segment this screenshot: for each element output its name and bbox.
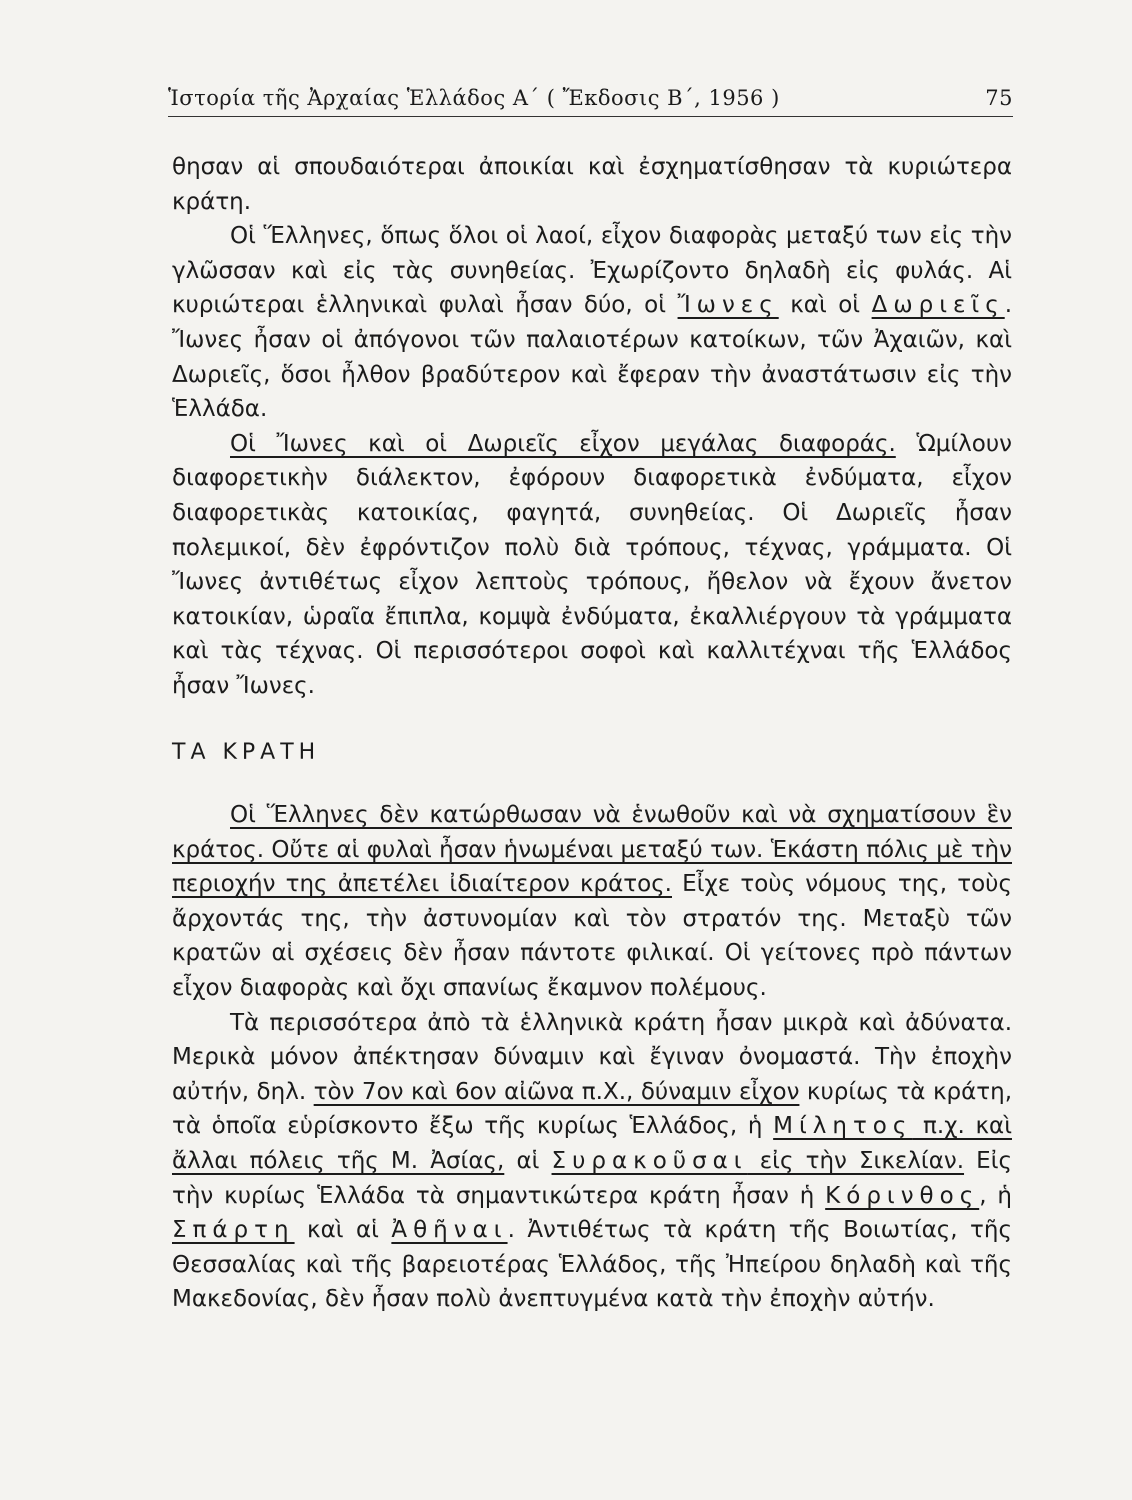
page-number: 75 (985, 86, 1013, 110)
paragraph-3 (172, 427, 1012, 704)
section-heading: ΤΑ ΚΡΑΤΗ (172, 739, 321, 765)
term-athinai: Ἀθῆναι (391, 1217, 508, 1244)
text: κυρίως τὰ κράτη, τὰ ὁποῖα εὑρίσκοντο ἔξω τῆς κυρίως Ἑλλάδος, ἡ (172, 1078, 1013, 1140)
paragraph-5 (172, 1006, 1012, 1317)
underlined-text: Οἱ Ἕλληνες δὲν κατώρθωσαν νὰ ἑνωθοῦν καὶ νὰ σχηματίσουν ἓν κράτος. Οὔτε αἱ φυλαὶ ἦσαν ἡνωμέναι μεταξύ των. Ἑκάστη πόλις μὲ τὴν περιοχήν της ἀπετέλει ἰδιαίτερον κράτος. (172, 802, 1012, 898)
term-dorieis: Δωριεῖς (871, 292, 1005, 319)
text: . Ἀντιθέτως τὰ κράτη τῆς Βοιωτίας, τῆς Θεσσαλίας καὶ τῆς βαρειοτέρας Ἑλλάδος, τῆς Ἠπείρου δηλαδὴ καὶ τῆς Μακεδονίας, δὲν ἦσαν πολὺ ἀνεπτυγμένα κατὰ τὴν ἐποχὴν αὐτήν. (172, 1217, 1012, 1313)
text: . Ἴωνες ἦσαν οἱ ἀπόγονοι τῶν παλαιοτέρων κατοίκων, τῶν Ἀχαιῶν, καὶ Δωριεῖς, ὅσοι ἦλθον βραδύτερον καὶ ἔφεραν τὴν ἀναστάτωσιν εἰς τὴν Ἑλλάδα. (172, 292, 1013, 423)
underlined-text: π.χ. καὶ ἄλλαι πόλεις τῆς Μ. Ἀσίας, (172, 1113, 1012, 1175)
text: Εἰς τὴν κυρίως Ἑλλάδα τὰ σημαντικώτερα κράτη ἦσαν ἡ (172, 1148, 1012, 1209)
page-header (168, 86, 1013, 117)
term-syrakousai: Συρακοῦσαι (551, 1148, 748, 1175)
page-body (172, 150, 1012, 1317)
text: αἱ (504, 1148, 552, 1175)
text: καὶ αἱ (294, 1217, 392, 1244)
paragraph-2 (172, 219, 1012, 427)
paragraph-4 (172, 798, 1012, 1006)
text: Οἱ Ἕλληνες, ὅπως ὅλοι οἱ λαοί, εἶχον διαφορὰς μεταξύ των εἰς τὴν γλῶσσαν καὶ εἰς τὰς συνηθείας. Ἐχωρίζοντο δηλαδὴ εἰς φυλάς. Αἱ κυριώτεραι ἑλληνικαὶ φυλαὶ ἦσαν δύο, οἱ (172, 223, 1012, 319)
term-miletos: Μίλητος (773, 1113, 913, 1140)
header-title: Ἱστορία τῆς Ἀρχαίας Ἑλλάδος Α΄ ( Ἔκδοσις Β΄, 1956 ) (168, 86, 780, 110)
text: Τὰ περισσότερα ἀπὸ τὰ ἑλληνικὰ κράτη ἦσαν μικρὰ καὶ ἀδύνατα. Μερικὰ μόνον ἀπέκτησαν δύναμιν καὶ ἔγιναν ὀνομαστά. Τὴν ἐποχὴν αὐτήν, δηλ. (172, 1009, 1012, 1105)
underlined-text: τὸν 7ον καὶ 6ον αἰῶνα π.Χ., δύναμιν εἶχον (313, 1078, 800, 1105)
term-iones: Ἴωνες (677, 292, 779, 319)
text: Ὡμίλουν διαφορετικὴν διάλεκτον, ἐφόρουν διαφορετικὰ ἐνδύματα, εἶχον διαφορετικὰς κατοικίας, φαγητά, συνηθείας. Οἱ Δωριεῖς ἦσαν πολεμικοί, δὲν ἐφρόντιζον πολὺ διὰ τρόπους, τέχνας, γράμματα. Οἱ Ἴωνες ἀντιθέτως εἶχον λεπτοὺς τρόπους, ἤθελον νὰ ἔχουν ἄνετον κατοικίαν, ὡραῖα ἔπιπλα, κομψὰ ἐνδύματα, ἐκαλλιέργουν τὰ γράμματα καὶ τὰς τέχνας. Οἱ περισσότεροι σοφοὶ καὶ καλλιτέχναι τῆς Ἑλλάδος ἦσαν Ἴωνες. (172, 430, 1012, 699)
term-korinthos: Κόρινθος (825, 1182, 980, 1209)
text: , ἡ (979, 1182, 1012, 1209)
paragraph-1: θησαν αἱ σπουδαιότεραι ἀποικίαι καὶ ἐσχηματίσθησαν τὰ κυριώτερα κράτη. (172, 154, 1012, 215)
term-sparti: Σπάρτη (172, 1217, 295, 1244)
text: καὶ οἱ (778, 292, 872, 319)
underlined-text: Οἱ Ἴωνες καὶ οἱ Δωριεῖς εἶχον μεγάλας διαφοράς. (230, 430, 896, 457)
text: Εἶχε τοὺς νόμους της, τοὺς ἄρχοντάς της, τὴν ἀστυνομίαν καὶ τὸν στρατόν της. Μεταξὺ τῶν κρατῶν αἱ σχέσεις δὲν ἦσαν πάντοτε φιλικαί. Οἱ γείτονες πρὸ πάντων εἶχον διαφορὰς καὶ ὄχι σπανίως ἔκαμνον πολέμους. (172, 871, 1012, 1002)
underlined-text: εἰς τὴν Σικελίαν. (747, 1148, 965, 1175)
